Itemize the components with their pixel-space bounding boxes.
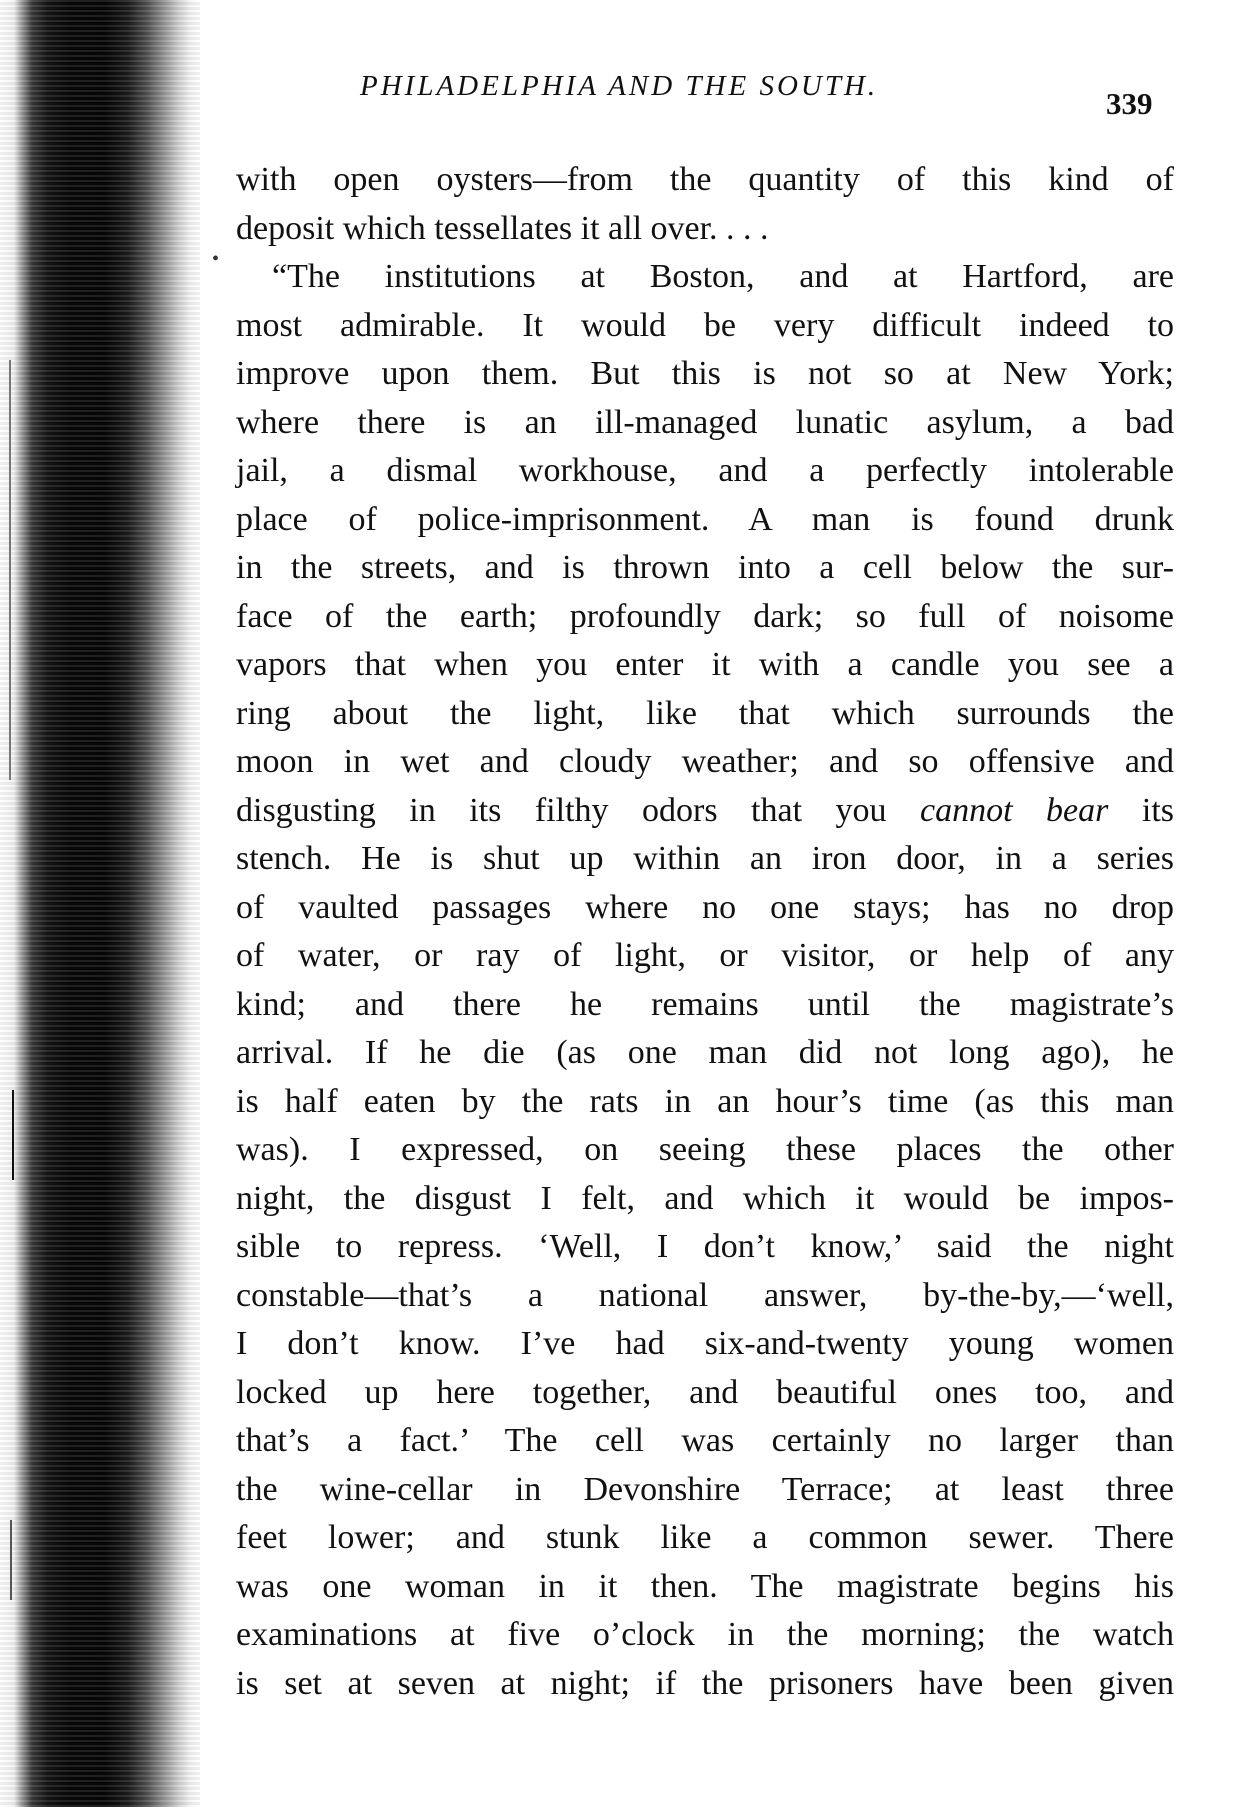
body-line: of water, or ray of light, or visitor, or help of any [236,937,1174,974]
body-line: is half eaten by the rats in an hour’s time (as this man [236,1082,1174,1120]
body-line: stench. He is shut up within an iron door, in a series [236,840,1174,877]
binding-gutter-shadow [0,0,200,1807]
page-number: 339 [1106,86,1153,121]
body-line: that’s a fact.’ The cell was certainly no larger than [236,1422,1174,1459]
body-line: jail, a dismal workhouse, and a perfectly intolerable [236,452,1174,489]
body-line: of vaulted passages where no one stays; has no drop [236,888,1174,926]
body-line: constable—that’s a national answer, by-the-by,—‘well, [236,1276,1174,1314]
body-line: vapors that when you enter it with a candle you see a [236,646,1174,683]
body-line: face of the earth; profoundly dark; so full of noisome [236,597,1174,635]
gutter-scratch-mark [12,1090,14,1180]
body-line: ring about the light, like that which surrounds the [236,694,1174,732]
body-line: is set at seven at night; if the prisoners have been given [236,1664,1174,1702]
body-line: deposit which tessellates it all over. . . . [236,209,769,247]
body-line: improve upon them. But this is not so at New York; [236,355,1174,392]
body-line: was one woman in it then. The magistrate begins his [236,1567,1174,1605]
line-text: disgusting in its filthy odors that you [236,791,921,829]
gutter-scratch-mark [9,360,11,780]
body-line: moon in wet and cloudy weather; and so offensive and [236,743,1174,780]
body-text [236,156,1174,1708]
running-head: PHILADELPHIA AND THE SOUTH. [360,70,879,102]
body-line: night, the disgust I felt, and which it would be impos- [236,1179,1174,1217]
body-line-with-emphasis [236,787,1174,836]
body-line: was). I expressed, on seeing these places the other [236,1131,1174,1168]
body-line: arrival. If he die (as one man did not long ago), he [236,1034,1174,1071]
body-line: “The institutions at Boston, and at Hartford, are [272,258,1174,295]
body-line: place of police-imprisonment. A man is found drunk [236,500,1174,538]
body-line: where there is an ill-managed lunatic asylum, a bad [236,403,1174,441]
body-line: examinations at five o’clock in the morning; the watch [236,1616,1174,1653]
body-line: the wine-cellar in Devonshire Terrace; at least three [236,1470,1174,1508]
body-line: with open oysters—from the quantity of this kind of [236,161,1174,198]
body-line: in the streets, and is thrown into a cell below the sur- [236,549,1174,586]
line-text: its [1108,791,1175,829]
body-line: feet lower; and stunk like a common sewer. There [236,1519,1174,1556]
body-line: most admirable. It would be very difficult indeed to [236,306,1174,344]
stray-ink-mark: • [212,248,220,270]
body-line: sible to repress. ‘Well, I don’t know,’ said the night [236,1228,1174,1265]
body-line: locked up here together, and beautiful ones too, and [236,1373,1174,1411]
body-line: I don’t know. I’ve had six-and-twenty young women [236,1325,1174,1362]
italic-emphasis: cannot bear [920,791,1109,829]
gutter-scratch-mark [10,1520,12,1600]
body-line: kind; and there he remains until the magistrate’s [236,985,1174,1023]
